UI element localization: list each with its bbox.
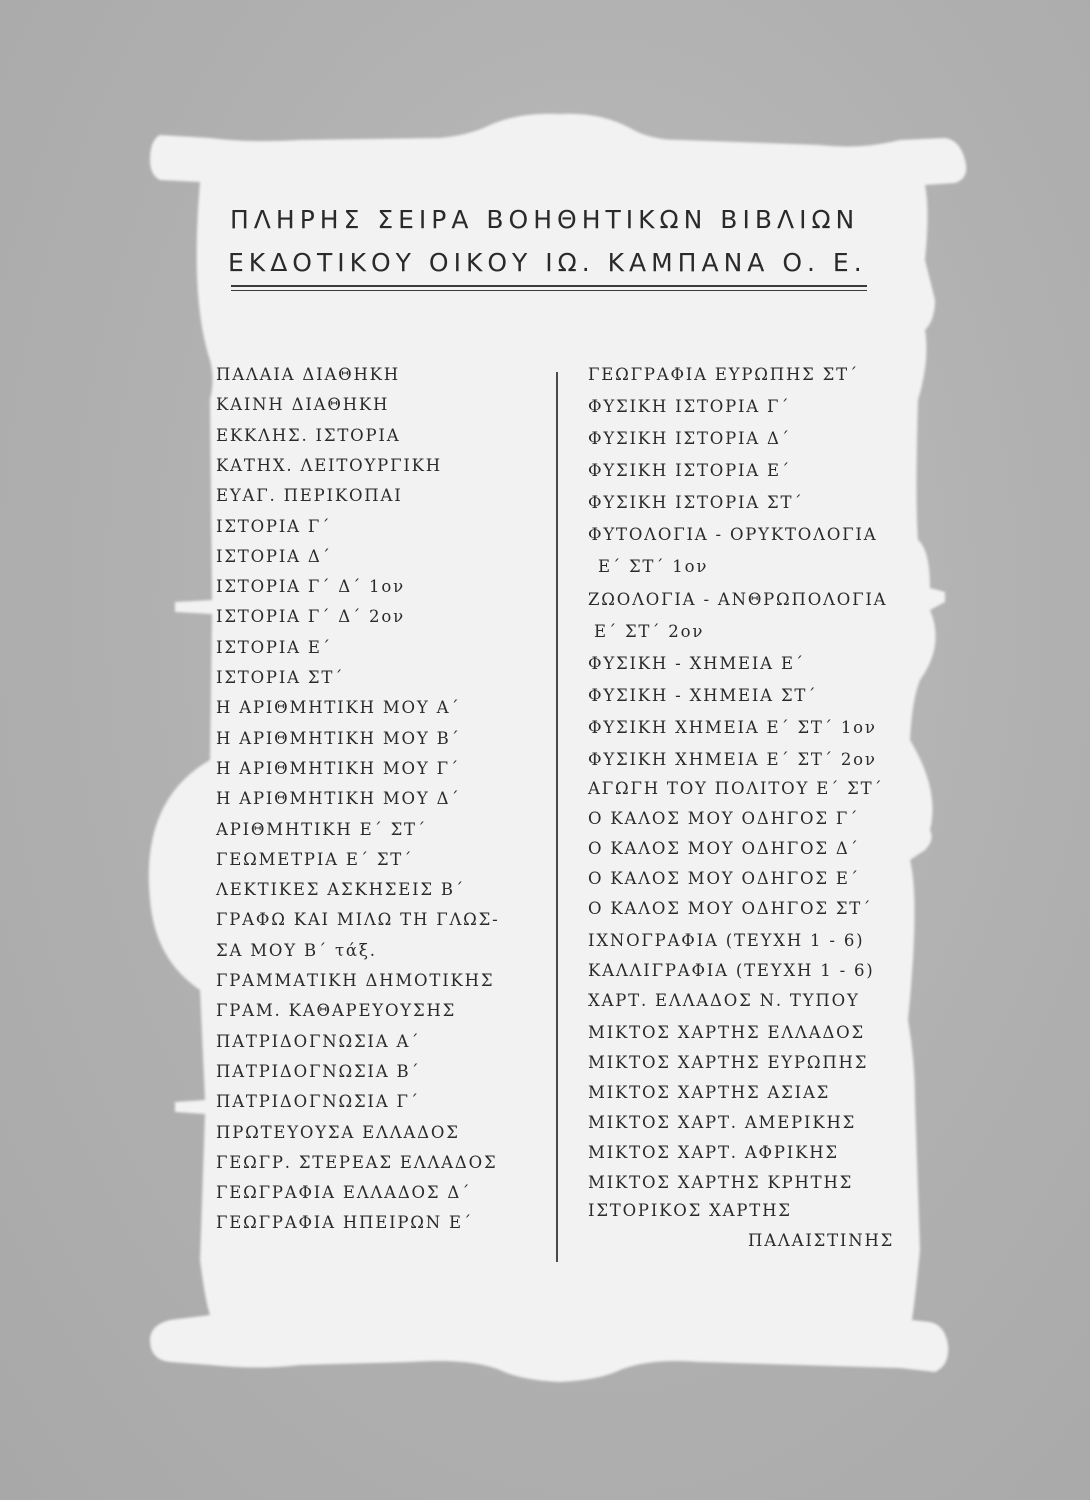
book-title: ΧΑΡΤ. ΕΛΛΑΔΟΣ Ν. ΤΥΠΟΥ (588, 991, 860, 1010)
book-title: ΦΥΤΟΛΟΓΙΑ - ΟΡΥΚΤΟΛΟΓΙΑ (588, 525, 878, 544)
book-title: ΓΡΑΜΜΑΤΙΚΗ ΔΗΜΟΤΙΚΗΣ (216, 971, 495, 990)
book-title: ΠΑΤΡΙΔΟΓΝΩΣΙΑ Α΄ (216, 1032, 421, 1051)
book-title: ΦΥΣΙΚΗ ΙΣΤΟΡΙΑ Γ΄ (588, 397, 791, 416)
book-title: ΜΙΚΤΟΣ ΧΑΡΤ. ΑΜΕΡΙΚΗΣ (588, 1113, 857, 1132)
book-title: Η ΑΡΙΘΜΗΤΙΚΗ ΜΟΥ Γ΄ (216, 759, 460, 778)
book-title: Ο ΚΑΛΟΣ ΜΟΥ ΟΔΗΓΟΣ ΣΤ΄ (588, 899, 873, 918)
book-title: ΠΑΛΑΙΣΤΙΝΗΣ (748, 1231, 895, 1250)
book-title: ΦΥΣΙΚΗ - ΧΗΜΕΙΑ ΣΤ΄ (588, 686, 818, 705)
book-title: ΓΕΩΓΡ. ΣΤΕΡΕΑΣ ΕΛΛΑΔΟΣ (216, 1153, 498, 1172)
book-title: ΦΥΣΙΚΗ ΙΣΤΟΡΙΑ ΣΤ΄ (588, 493, 804, 512)
book-title: ΑΡΙΘΜΗΤΙΚΗ Ε΄ ΣΤ΄ (216, 820, 427, 839)
header-rule-bottom (231, 290, 867, 291)
book-title: Η ΑΡΙΘΜΗΤΙΚΗ ΜΟΥ Β΄ (216, 729, 461, 748)
book-title: ΦΥΣΙΚΗ ΧΗΜΕΙΑ Ε΄ ΣΤ΄ 2ον (588, 750, 877, 769)
book-title: Η ΑΡΙΘΜΗΤΙΚΗ ΜΟΥ Α΄ (216, 698, 461, 717)
header-rule-top (231, 285, 867, 287)
book-title: ΦΥΣΙΚΗ ΙΣΤΟΡΙΑ Ε΄ (588, 461, 791, 480)
book-title: ΙΣΤΟΡΙΑ Γ΄ Δ΄ 2ον (216, 607, 405, 626)
book-title: ΑΓΩΓΗ ΤΟΥ ΠΟΛΙΤΟΥ Ε΄ ΣΤ΄ (588, 779, 884, 798)
book-title: ΦΥΣΙΚΗ ΙΣΤΟΡΙΑ Δ΄ (588, 429, 791, 448)
header-line-2: ΕΚΔΟΤΙΚΟΥ ΟΙΚΟΥ ΙΩ. ΚΑΜΠΑΝΑ Ο. Ε. (228, 248, 867, 277)
book-title: ΣΑ ΜΟΥ Β΄ τάξ. (216, 941, 377, 960)
book-title: ΙΣΤΟΡΙΑ Γ΄ (216, 517, 332, 536)
book-title: ΙΣΤΟΡΙΑ Γ΄ Δ΄ 1ον (216, 577, 405, 596)
book-title: ΛΕΚΤΙΚΕΣ ΑΣΚΗΣΕΙΣ Β΄ (216, 880, 465, 899)
book-title: Ο ΚΑΛΟΣ ΜΟΥ ΟΔΗΓΟΣ Ε΄ (588, 869, 860, 888)
book-title: ΠΑΤΡΙΔΟΓΝΩΣΙΑ Γ΄ (216, 1092, 420, 1111)
book-title: ΙΣΤΟΡΙΑ Ε΄ (216, 638, 332, 657)
book-title: ΙΧΝΟΓΡΑΦΙΑ (ΤΕΥΧΗ 1 - 6) (588, 931, 865, 950)
book-title: ΠΑΤΡΙΔΟΓΝΩΣΙΑ Β΄ (216, 1062, 421, 1081)
book-title: ΦΥΣΙΚΗ ΧΗΜΕΙΑ Ε΄ ΣΤ΄ 1ον (588, 718, 877, 737)
book-title: Ε΄ ΣΤ΄ 1ον (598, 557, 709, 576)
book-title: ΦΥΣΙΚΗ - ΧΗΜΕΙΑ Ε΄ (588, 654, 805, 673)
book-title: ΕΥΑΓ. ΠΕΡΙΚΟΠΑΙ (216, 486, 403, 505)
book-title: ΜΙΚΤΟΣ ΧΑΡΤΗΣ ΕΛΛΑΔΟΣ (588, 1023, 865, 1042)
book-title: ΚΑΤΗΧ. ΛΕΙΤΟΥΡΓΙΚΗ (216, 456, 442, 475)
book-title: Ε΄ ΣΤ΄ 2ον (594, 622, 705, 641)
book-title: Η ΑΡΙΘΜΗΤΙΚΗ ΜΟΥ Δ΄ (216, 789, 461, 808)
book-title: ΓΡΑΜ. ΚΑΘΑΡΕΥΟΥΣΗΣ (216, 1001, 457, 1020)
book-title: Ο ΚΑΛΟΣ ΜΟΥ ΟΔΗΓΟΣ Γ΄ (588, 809, 860, 828)
book-title: ΠΡΩΤΕΥΟΥΣΑ ΕΛΛΑΔΟΣ (216, 1123, 460, 1142)
book-title: Ο ΚΑΛΟΣ ΜΟΥ ΟΔΗΓΟΣ Δ΄ (588, 839, 860, 858)
book-title: ΚΑΛΛΙΓΡΑΦΙΑ (ΤΕΥΧΗ 1 - 6) (588, 961, 875, 980)
book-title: ΜΙΚΤΟΣ ΧΑΡΤ. ΑΦΡΙΚΗΣ (588, 1143, 839, 1162)
book-title: ΓΕΩΓΡΑΦΙΑ ΕΛΛΑΔΟΣ Δ΄ (216, 1183, 472, 1202)
book-title: ΙΣΤΟΡΙΑ Δ΄ (216, 547, 332, 566)
book-title: ΙΣΤΟΡΙΚΟΣ ΧΑΡΤΗΣ (588, 1201, 792, 1220)
book-title: ΓΕΩΓΡΑΦΙΑ ΕΥΡΩΠΗΣ ΣΤ΄ (588, 365, 859, 384)
book-title: ΕΚΚΛΗΣ. ΙΣΤΟΡΙΑ (216, 426, 401, 445)
book-title: ΖΩΟΛΟΓΙΑ - ΑΝΘΡΩΠΟΛΟΓΙΑ (588, 590, 888, 609)
book-title: ΓΕΩΓΡΑΦΙΑ ΗΠΕΙΡΩΝ Ε΄ (216, 1213, 473, 1232)
book-title: ΓΕΩΜΕΤΡΙΑ Ε΄ ΣΤ΄ (216, 850, 414, 869)
book-title: ΜΙΚΤΟΣ ΧΑΡΤΗΣ ΑΣΙΑΣ (588, 1083, 831, 1102)
column-divider (556, 372, 558, 1262)
book-title: ΠΑΛΑΙΑ ΔΙΑΘΗΚΗ (216, 365, 400, 384)
book-title: ΚΑΙΝΗ ΔΙΑΘΗΚΗ (216, 395, 390, 414)
book-title: ΓΡΑΦΩ ΚΑΙ ΜΙΛΩ ΤΗ ΓΛΩΣ- (216, 910, 500, 929)
header-line-1: ΠΛΗΡΗΣ ΣΕΙΡΑ ΒΟΗΘΗΤΙΚΩΝ ΒΙΒΛΙΩΝ (230, 205, 860, 234)
book-title: ΙΣΤΟΡΙΑ ΣΤ΄ (216, 668, 345, 687)
book-title: ΜΙΚΤΟΣ ΧΑΡΤΗΣ ΕΥΡΩΠΗΣ (588, 1053, 869, 1072)
book-title: ΜΙΚΤΟΣ ΧΑΡΤΗΣ ΚΡΗΤΗΣ (588, 1173, 854, 1192)
